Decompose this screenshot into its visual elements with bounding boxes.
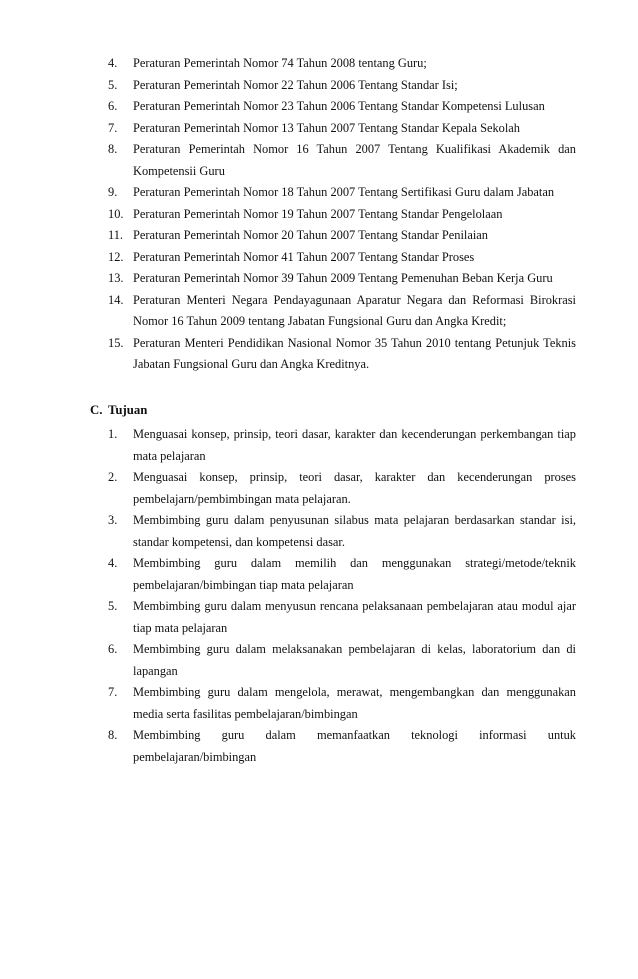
list-item-text: Peraturan Pemerintah Nomor 18 Tahun 2007 Tentang Sertifikasi Guru dalam Jabatan (133, 185, 555, 199)
list-item-number: 6. (108, 642, 118, 656)
list-item-number: 7. (108, 120, 118, 135)
list-item-number: 12. (108, 249, 124, 264)
list-item-number: 5. (108, 77, 118, 92)
list-item-number: 2. (108, 470, 118, 484)
goal-list (0, 424, 638, 768)
list-item-number: 4. (108, 556, 118, 570)
list-item-text: Membimbing guru dalam mengelola, merawat, mengembangkan dan menggunakan media serta fasilitas pembelajaran/bimbingan (133, 685, 576, 721)
list-item (0, 247, 638, 269)
list-item (0, 53, 638, 75)
list-item (0, 139, 638, 182)
list-item-text: Menguasai konsep, prinsip, teori dasar, karakter dan kecenderungan perkembangan tiap mata pelajaran (133, 427, 576, 463)
list-item (0, 553, 638, 596)
list-item (0, 467, 638, 510)
list-item (0, 182, 638, 204)
list-item (0, 596, 638, 639)
section-letter: C. (90, 403, 103, 417)
list-item-text: Membimbing guru dalam memanfaatkan teknologi informasi untuk pembelajaran/bimbingan (133, 728, 576, 764)
list-item (0, 424, 638, 467)
section-heading (90, 400, 147, 420)
list-item-number: 1. (108, 427, 118, 441)
list-item-text: Membimbing guru dalam menyusun rencana pelaksanaan pembelajaran atau modul ajar tiap mata pelajaran (133, 599, 576, 635)
section-title: Tujuan (108, 403, 148, 417)
list-item (0, 118, 638, 140)
list-item-number: 6. (108, 99, 118, 113)
list-item-text: Peraturan Pemerintah Nomor 13 Tahun 2007 Tentang Standar Kepala Sekolah (133, 120, 520, 135)
list-item-number: 8. (108, 728, 118, 742)
list-item-number: 4. (108, 56, 118, 70)
list-item (0, 225, 638, 247)
list-item-text: Peraturan Pemerintah Nomor 74 Tahun 2008 tentang Guru; (133, 56, 427, 70)
list-item (0, 682, 638, 725)
list-item-number: 11. (108, 228, 124, 242)
list-item-number: 10. (108, 206, 124, 221)
list-item-text: Peraturan Menteri Pendidikan Nasional Nomor 35 Tahun 2010 tentang Petunjuk Teknis Jabatan Fungsional Guru dan Angka Kreditnya. (133, 335, 576, 371)
list-item-text: Membimbing guru dalam memilih dan menggunakan strategi/metode/teknik pembelajaran/bimbingan tiap mata pelajaran (133, 556, 576, 592)
list-item-text: Peraturan Pemerintah Nomor 20 Tahun 2007 Tentang Standar Penilaian (133, 228, 488, 242)
list-item (0, 204, 638, 226)
list-item (0, 268, 638, 290)
list-item-text: Peraturan Pemerintah Nomor 41 Tahun 2007 Tentang Standar Proses (133, 249, 475, 264)
list-item (0, 510, 638, 553)
list-item (0, 725, 638, 768)
list-item (0, 96, 638, 118)
list-item-text: Peraturan Pemerintah Nomor 23 Tahun 2006 Tentang Standar Kompetensi Lulusan (133, 99, 545, 113)
list-item-text: Peraturan Pemerintah Nomor 16 Tahun 2007 Tentang Kualifikasi Akademik dan Kompetensii Guru (133, 142, 576, 178)
list-item-number: 13. (108, 271, 124, 285)
list-item (0, 333, 638, 376)
list-item-text: Peraturan Pemerintah Nomor 22 Tahun 2006 Tentang Standar Isi; (133, 77, 458, 92)
list-item-text: Menguasai konsep, prinsip, teori dasar, karakter dan kecenderungan proses pembelajarn/pembimbingan mata pelajaran. (133, 470, 576, 506)
list-item-text: Peraturan Menteri Negara Pendayagunaan Aparatur Negara dan Reformasi Birokrasi Nomor 16 Tahun 2009 tentang Jabatan Fungsional Guru dan Angka Kredit; (133, 292, 576, 328)
list-item (0, 75, 638, 97)
list-item-number: 14. (108, 292, 124, 307)
list-item-text: Membimbing guru dalam melaksanakan pembelajaran di kelas, laboratorium dan di lapangan (133, 642, 576, 678)
list-item-number: 5. (108, 599, 118, 613)
list-item-number: 8. (108, 142, 118, 156)
list-item (0, 290, 638, 333)
list-item (0, 639, 638, 682)
list-item-text: Membimbing guru dalam penyusunan silabus mata pelajaran berdasarkan standar isi, standar kompetensi, dan kompetensi dasar. (133, 513, 576, 549)
list-item-text: Peraturan Pemerintah Nomor 39 Tahun 2009 Tentang Pemenuhan Beban Kerja Guru (133, 271, 553, 285)
list-item-number: 9. (108, 185, 118, 199)
list-item-text: Peraturan Pemerintah Nomor 19 Tahun 2007 Tentang Standar Pengelolaan (133, 206, 503, 221)
list-item-number: 3. (108, 513, 118, 527)
list-item-number: 7. (108, 685, 118, 699)
regulation-list (0, 53, 638, 376)
list-item-number: 15. (108, 335, 124, 350)
